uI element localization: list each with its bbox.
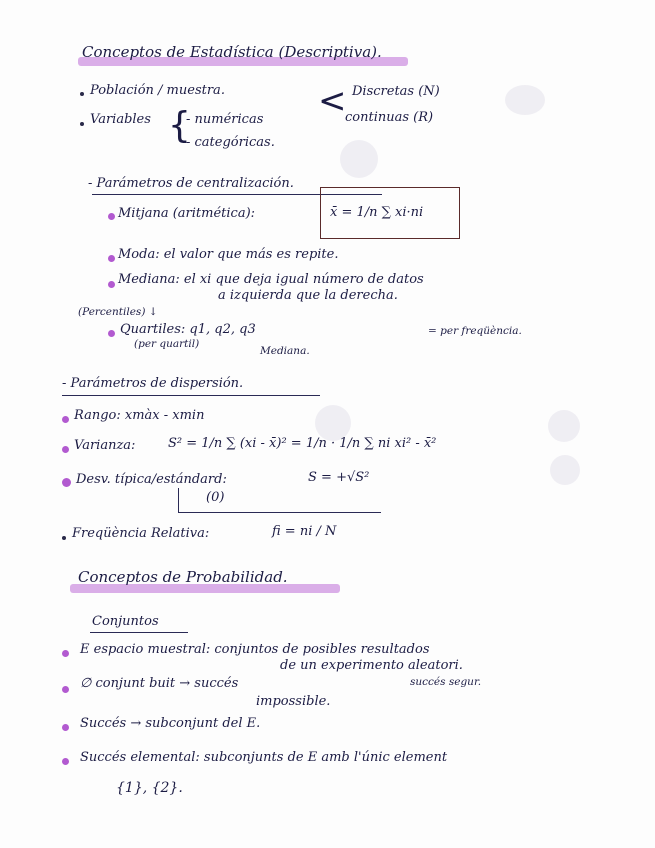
bullet [62, 536, 66, 540]
bullet [62, 650, 69, 657]
quartiles-text: Quartiles: q1, q2, q3 [120, 322, 256, 337]
centralizacion-heading: - Parámetros de centralización. [88, 176, 294, 191]
desviacion-formula: S = +√S² [308, 470, 370, 485]
heading-underline [90, 632, 188, 633]
elemental-example: {1}, {2}. [116, 780, 183, 796]
desviacion-zero: (0) [206, 490, 225, 505]
mitjana-text: Mitjana (aritmética): [118, 206, 256, 221]
bleed-through-mark [340, 140, 378, 178]
elemental-text: Succés elemental: subconjunts de E amb l'únic element [80, 750, 448, 765]
bullet [108, 213, 115, 220]
probability-title: Conceptos de Probabilidad. [78, 568, 288, 586]
numericas-text: - numéricas [186, 112, 264, 127]
bullet [108, 255, 115, 262]
bullet [108, 330, 115, 337]
buit-text: ∅ conjunt buit → succés [80, 676, 239, 691]
bullet [62, 446, 69, 453]
bullet [62, 478, 71, 487]
poblacion-text: Población / muestra. [90, 83, 225, 98]
mediana-text-1: Mediana: el xi que deja igual número de datos [118, 272, 424, 287]
varianza-text: Varianza: [74, 438, 136, 453]
percentiles-text: (Percentiles) ↓ [78, 306, 158, 318]
continuas-text: continuas (R) [345, 110, 434, 125]
variables-text: Variables [90, 112, 151, 127]
heading-underline [62, 395, 320, 396]
mediana-note: Mediana. [260, 345, 310, 357]
conjuntos-heading: Conjuntos [92, 614, 159, 629]
dispersion-heading: - Parámetros de dispersión. [62, 376, 244, 391]
freq-relativa-formula: fi = ni / N [272, 524, 337, 539]
bleed-through-mark [550, 455, 580, 485]
varianza-formula: S² = 1/n ∑ (xi - x̄)² = 1/n · 1/n ∑ ni xi² - x̄² [168, 436, 437, 451]
succes-text: Succés → subconjunt del E. [80, 716, 261, 731]
numericas-brace: < [318, 81, 347, 121]
succes-segur-text: succés segur. [410, 676, 482, 688]
variables-brace: { [168, 105, 191, 146]
bullet [108, 281, 115, 288]
bullet [62, 758, 69, 765]
desviacion-text: Desv. típica/estándard: [76, 472, 227, 487]
bullet [80, 92, 84, 96]
discretas-text: Discretas (N) [352, 84, 440, 99]
moda-text: Moda: el valor que más es repite. [118, 247, 339, 262]
espacio-text: E espacio muestral: conjuntos de posibles resultados [80, 642, 430, 657]
mediana-text-2: a izquierda que la derecha. [218, 288, 398, 303]
per-quartil-text: (per quartil) [134, 338, 200, 350]
mitjana-formula: x̄ = 1/n ∑ xi·ni [330, 205, 424, 220]
bullet [62, 416, 69, 423]
bleed-through-mark [548, 410, 580, 442]
freq-relativa-text: Freqüència Relativa: [72, 526, 210, 541]
bleed-through-mark [505, 85, 545, 115]
frequencia-note: = per freqüència. [428, 325, 522, 337]
impossible-text: impossible. [256, 694, 331, 709]
categoricas-text: - categóricas. [186, 135, 275, 150]
statistics-title: Conceptos de Estadística (Descriptiva). [82, 43, 382, 61]
bullet [80, 122, 84, 126]
espacio-text-2: de un experimento aleatori. [280, 658, 463, 673]
bullet [62, 724, 69, 731]
bullet [62, 686, 69, 693]
rango-text: Rango: xmàx - xmin [74, 408, 205, 423]
